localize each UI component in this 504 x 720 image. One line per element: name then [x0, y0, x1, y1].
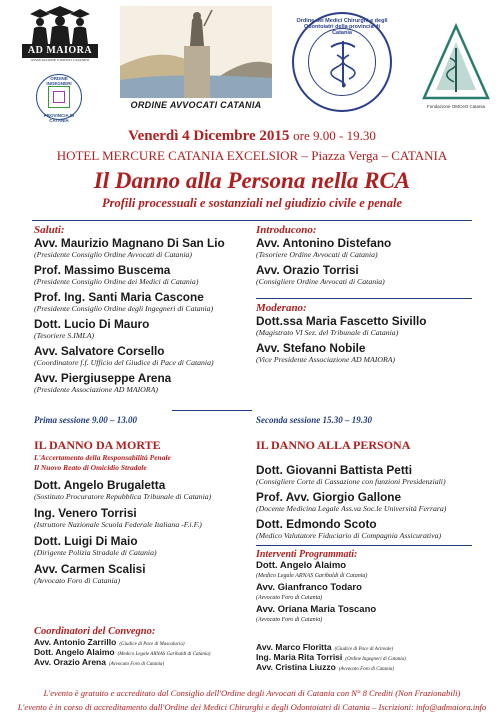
- coordinatore-role: (Medico Legale ARNAS Garibaldi di Catania): [117, 652, 211, 657]
- ordine-avvocati-caption: ORDINE AVVOCATI CATANIA: [130, 100, 262, 110]
- coordinatore-row: [256, 662, 476, 672]
- person-role: (Consigliere Corte di Cassazione con funzioni Presidenziali): [256, 477, 446, 486]
- person-name: Avv. Carmen Scalisi: [34, 562, 146, 576]
- saluti-person: [34, 236, 249, 260]
- coordinatore-name: Avv. Orazio Arena: [34, 657, 106, 667]
- moderano-section: [256, 302, 474, 365]
- person-role: (Presidente Consiglio Ordine dei Medici di Catania): [34, 277, 199, 286]
- coordinatore-role: (Avvocato Foro di Catania): [338, 667, 395, 672]
- session2-title: IL DANNO ALLA PERSONA: [256, 438, 411, 452]
- statue-illustration: [120, 6, 272, 98]
- coordinatore-role: (Giudice di Pace di Mascalucia): [119, 642, 185, 647]
- person-name: Avv. Antonino Distefano: [256, 236, 392, 250]
- event-title: Il Danno alla Persona nella RCA: [93, 168, 411, 193]
- coordinatore-row: [34, 647, 249, 657]
- ing-square-icon: [48, 86, 70, 108]
- caduceus-icon: [309, 29, 377, 97]
- person-name: Avv. Oriana Maria Toscano: [256, 604, 377, 615]
- saluti-person: [34, 344, 249, 368]
- person-name: Ing. Venero Torrisi: [34, 506, 137, 520]
- divider-top: [32, 220, 472, 221]
- person-name: Dott. Angelo Brugaletta: [34, 478, 166, 492]
- omceo-caption: Fondazione OMCeO Catania: [426, 104, 486, 109]
- coordinatore-name: Avv. Marco Floritta: [256, 642, 332, 652]
- ing-seal-top: ORDINE INGEGNERI: [46, 76, 72, 86]
- person-role: (Medico Legale ARNAS Garibaldi di Catania): [256, 573, 368, 579]
- person-name: Prof. Avv. Giorgio Gallone: [256, 490, 402, 504]
- coordinatore-row: [256, 652, 476, 662]
- session1-section: [34, 438, 249, 586]
- saluti-section: [34, 224, 249, 395]
- person-role: (Tesoriere Ordine Avvocati di Catania): [256, 250, 378, 259]
- saluti-person: [34, 371, 249, 395]
- coordinatore-row: [34, 657, 249, 667]
- introducono-section: [256, 224, 474, 287]
- coordinatore-name: Ing. Maria Rita Torrisi: [256, 652, 343, 662]
- event-subtitle: Profili processuali e sostanziali nel giudizio civile e penale: [102, 196, 402, 210]
- coordinatore-role: (Avvocato Foro di Catania): [108, 662, 165, 667]
- session2-label: Seconda sessione 15.30 – 19.30: [256, 415, 373, 425]
- person-name: Dott. Edmondo Scoto: [256, 517, 377, 531]
- ordine-ingegneri-seal: [36, 74, 82, 123]
- person-role: (Docente Medicina Legale Ass.va Soc.le Università Ferrara): [256, 504, 447, 513]
- divider-sessions: [172, 410, 252, 411]
- saluti-person: [34, 290, 249, 314]
- person-role: (Tesoriere S.IMLA): [34, 331, 95, 340]
- person-role: (Coordinatore f.f. Ufficio del Giudice di Pace di Catania): [34, 358, 214, 367]
- footer-registration: L'evento è in corso di accreditamento dall'Ordine dei Medici Chirurghi e degli Odontoiatri di Catania – Iscrizioni: info@admaiora.info: [17, 702, 487, 712]
- session1-title: IL DANNO DA MORTE: [34, 438, 161, 452]
- person-name: Avv. Piergiuseppe Arena: [34, 371, 172, 385]
- session1-note: Il Nuovo Reato di Omicidio Stradale: [34, 463, 147, 472]
- person-role: (Avvocato Foro di Catania): [256, 617, 323, 623]
- person-name: Prof. Ing. Santi Maria Cascone: [34, 290, 204, 304]
- person-role: (Vice Presidente Associazione AD MAIORA): [256, 355, 396, 364]
- person-role: (Dirigente Polizia Stradale di Catania): [34, 548, 157, 557]
- session2-section: [256, 438, 476, 541]
- person-role: (Avvocato Foro di Catania): [34, 576, 121, 585]
- person-name: Dott. Giovanni Battista Petti: [256, 463, 412, 477]
- person-name: Dott. Lucio Di Mauro: [34, 317, 150, 331]
- coordinatore-role: (Giudice di Pace di Acireale): [334, 647, 394, 652]
- person-name: Dott. Angelo Alaimo: [256, 560, 347, 571]
- interventi-section: [256, 549, 476, 624]
- divider-interventi: [256, 545, 472, 546]
- coordinatore-name: Avv. Cristina Liuzzo: [256, 662, 336, 672]
- person-role: (Avvocato Foro di Catania): [256, 595, 323, 601]
- interventi-heading: Interventi Programmati:: [256, 549, 358, 560]
- saluti-person: [34, 317, 249, 341]
- person-name: Avv. Salvatore Corsello: [34, 344, 165, 358]
- person-role: (Magistrato VI Sez. del Tribunale di Catania): [256, 328, 399, 337]
- event-venue: HOTEL MERCURE CATANIA EXCELSIOR – Piazza Verga – CATANIA: [56, 148, 448, 163]
- fondazione-omceo-logo: [420, 22, 492, 102]
- coordinatori-right: [256, 642, 476, 672]
- ing-seal-bottom: PROVINCIA DI CATANIA: [43, 113, 75, 123]
- ad-maiora-logo: [22, 6, 98, 66]
- session1-note: L'Accertamento della Responsabilità Penale: [34, 453, 171, 462]
- medici-inner-ring: [308, 28, 376, 96]
- person-role: (Sostituto Procuratore Repubblica Tribunale di Catania): [34, 492, 212, 501]
- event-date: Venerdì 4 Dicembre 2015: [128, 128, 290, 144]
- session1-label: Prima sessione 9.00 – 13.00: [34, 415, 138, 425]
- person-name: Dott. Luigi Di Maio: [34, 534, 138, 548]
- divider-moderano: [256, 298, 472, 299]
- coordinatore-role: (Ordine Ingegneri di Catania): [345, 657, 406, 662]
- person-name: Avv. Orazio Torrisi: [256, 263, 359, 277]
- person-name: Avv. Maurizio Magnano Di San Lio: [34, 236, 225, 250]
- person-name: Avv. Stefano Nobile: [256, 341, 366, 355]
- medici-seal-text: Ordine dei Medici Chirurghi e degli Odontoiatri della provincia di Catania: [296, 18, 388, 36]
- ad-maiora-sub: ASSOCIAZIONE GIURISTI CATANESI: [30, 58, 90, 62]
- person-role: (Istruttore Nazionale Scuola Federale Italiana -F.i.F.): [34, 520, 202, 529]
- coordinatori-left: [34, 626, 249, 667]
- event-date-line: [0, 128, 504, 145]
- person-name: Dott.ssa Maria Fascetto Sivillo: [256, 314, 427, 328]
- ordine-medici-seal: [292, 12, 392, 112]
- person-name: Prof. Massimo Buscema: [34, 263, 171, 277]
- coordinatore-row: [34, 637, 249, 647]
- coordinatore-name: Dott. Angelo Alaimo: [34, 647, 115, 657]
- coordinatore-name: Avv. Antonio Zarrillo: [34, 637, 117, 647]
- person-role: (Medico Valutatore Fiduciario di Compagnia Assicurativa): [256, 531, 442, 540]
- introducono-heading: Introducono:: [256, 224, 317, 236]
- person-role: (Presidente Consiglio Ordine degli Ingegneri di Catania): [34, 304, 214, 313]
- footer-credits: L'evento è gratuito e accreditato dal Consiglio dell'Ordine degli Avvocati di Catania con N° 8 Crediti (Non Frazionabili): [43, 688, 461, 698]
- graduates-icon: [22, 6, 98, 46]
- person-name: Avv. Gianfranco Todaro: [256, 582, 362, 593]
- person-role: (Presidente Consiglio Ordine Avvocati di Catania): [34, 250, 193, 259]
- saluti-heading: Saluti:: [34, 224, 65, 236]
- person-role: (Presidente Associazione AD MAIORA): [34, 385, 158, 394]
- moderano-heading: Moderano:: [256, 302, 307, 314]
- person-role: (Consigliere Ordine Avvocati di Catania): [256, 277, 385, 286]
- coordinatore-row: [256, 642, 476, 652]
- ad-maiora-name: AD MAIORA: [22, 44, 98, 58]
- coordinatori-heading: Coordinatori del Convegno:: [34, 626, 156, 637]
- saluti-person: [34, 263, 249, 287]
- event-time: ore 9.00 - 19.30: [293, 128, 376, 143]
